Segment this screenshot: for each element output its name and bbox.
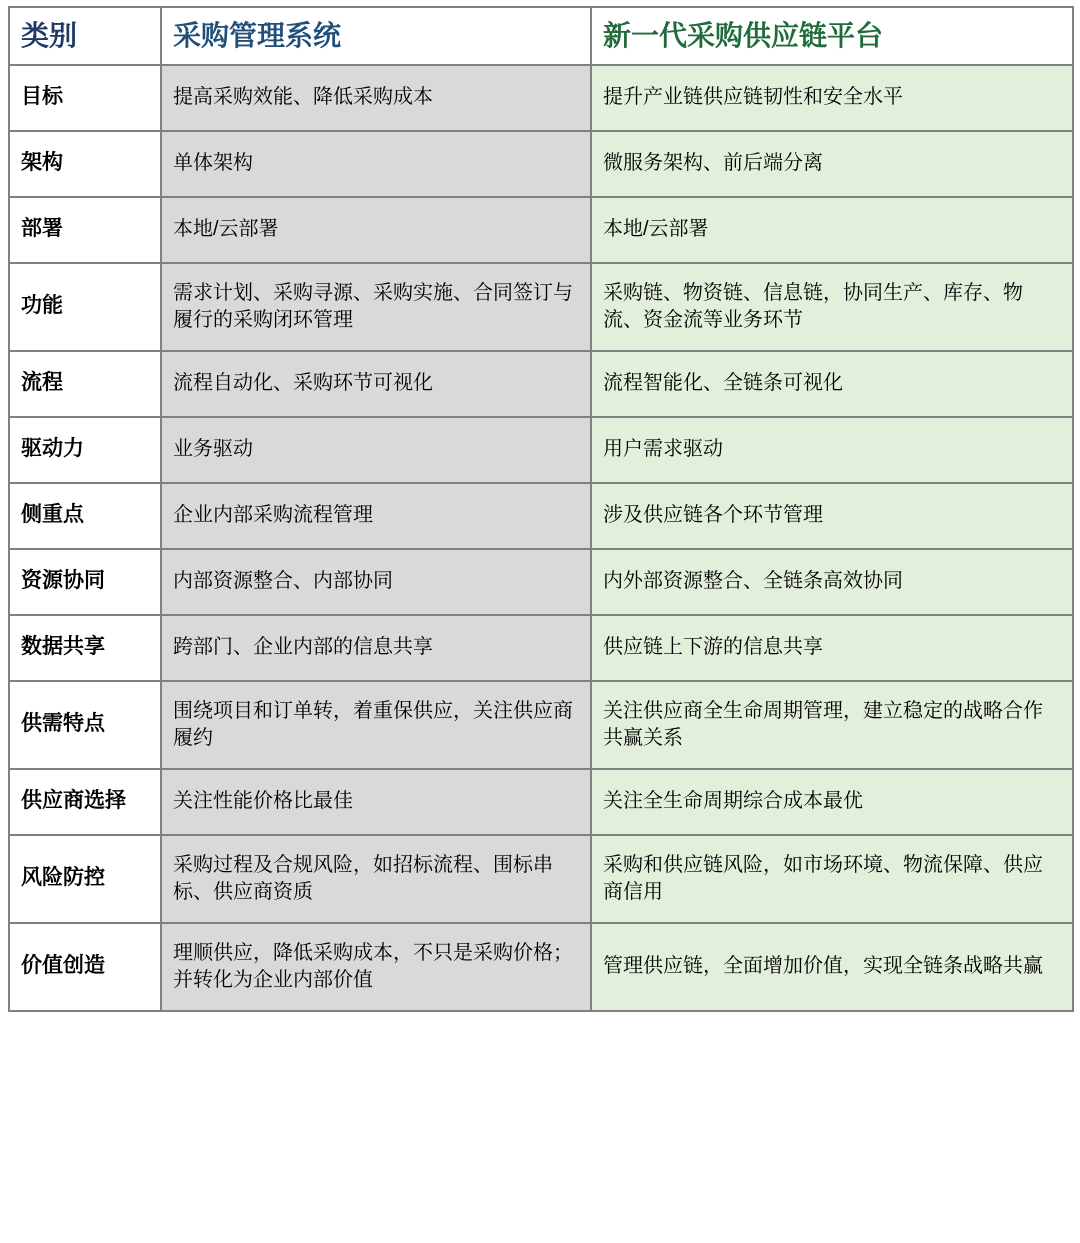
row-new-value: 管理供应链，全面增加价值，实现全链条战略共赢: [591, 923, 1073, 1011]
table-row: [9, 417, 1073, 483]
table-row: [9, 351, 1073, 417]
row-new-value: 供应链上下游的信息共享: [591, 615, 1073, 681]
row-legacy-value: 流程自动化、采购环节可视化: [161, 351, 591, 417]
row-category: 架构: [9, 131, 161, 197]
row-category: 资源协同: [9, 549, 161, 615]
row-legacy-value: 业务驱动: [161, 417, 591, 483]
table-row: [9, 131, 1073, 197]
column-header-legacy-system: 采购管理系统: [161, 7, 591, 65]
row-legacy-value: 理顺供应，降低采购成本，不只是采购价格；并转化为企业内部价值: [161, 923, 591, 1011]
row-legacy-value: 围绕项目和订单转，着重保供应，关注供应商履约: [161, 681, 591, 769]
row-new-value: 微服务架构、前后端分离: [591, 131, 1073, 197]
row-legacy-value: 跨部门、企业内部的信息共享: [161, 615, 591, 681]
table-row: [9, 483, 1073, 549]
table-header: [9, 7, 1073, 65]
row-new-value: 涉及供应链各个环节管理: [591, 483, 1073, 549]
comparison-table: [8, 6, 1074, 1012]
row-legacy-value: 企业内部采购流程管理: [161, 483, 591, 549]
row-new-value: 提升产业链供应链韧性和安全水平: [591, 65, 1073, 131]
table-body: [9, 65, 1073, 1011]
row-category: 供应商选择: [9, 769, 161, 835]
row-new-value: 用户需求驱动: [591, 417, 1073, 483]
row-category: 流程: [9, 351, 161, 417]
column-header-category: 类别: [9, 7, 161, 65]
row-new-value: 本地/云部署: [591, 197, 1073, 263]
table-row: [9, 549, 1073, 615]
row-new-value: 关注供应商全生命周期管理，建立稳定的战略合作共赢关系: [591, 681, 1073, 769]
row-legacy-value: 内部资源整合、内部协同: [161, 549, 591, 615]
row-category: 目标: [9, 65, 161, 131]
table-row: [9, 835, 1073, 923]
row-legacy-value: 关注性能价格比最佳: [161, 769, 591, 835]
row-category: 功能: [9, 263, 161, 351]
row-category: 供需特点: [9, 681, 161, 769]
row-category: 价值创造: [9, 923, 161, 1011]
table-row: [9, 197, 1073, 263]
table-row: [9, 65, 1073, 131]
row-legacy-value: 需求计划、采购寻源、采购实施、合同签订与履行的采购闭环管理: [161, 263, 591, 351]
row-new-value: 采购链、物资链、信息链，协同生产、库存、物流、资金流等业务环节: [591, 263, 1073, 351]
row-new-value: 采购和供应链风险，如市场环境、物流保障、供应商信用: [591, 835, 1073, 923]
row-legacy-value: 本地/云部署: [161, 197, 591, 263]
table-row: [9, 615, 1073, 681]
row-legacy-value: 采购过程及合规风险，如招标流程、围标串标、供应商资质: [161, 835, 591, 923]
row-category: 侧重点: [9, 483, 161, 549]
row-category: 风险防控: [9, 835, 161, 923]
row-category: 部署: [9, 197, 161, 263]
row-category: 驱动力: [9, 417, 161, 483]
column-header-new-platform: 新一代采购供应链平台: [591, 7, 1073, 65]
table-row: [9, 263, 1073, 351]
table-header-row: [9, 7, 1073, 65]
row-legacy-value: 提高采购效能、降低采购成本: [161, 65, 591, 131]
table-row: [9, 769, 1073, 835]
row-category: 数据共享: [9, 615, 161, 681]
row-new-value: 内外部资源整合、全链条高效协同: [591, 549, 1073, 615]
table-row: [9, 923, 1073, 1011]
table-row: [9, 681, 1073, 769]
row-legacy-value: 单体架构: [161, 131, 591, 197]
row-new-value: 流程智能化、全链条可视化: [591, 351, 1073, 417]
row-new-value: 关注全生命周期综合成本最优: [591, 769, 1073, 835]
